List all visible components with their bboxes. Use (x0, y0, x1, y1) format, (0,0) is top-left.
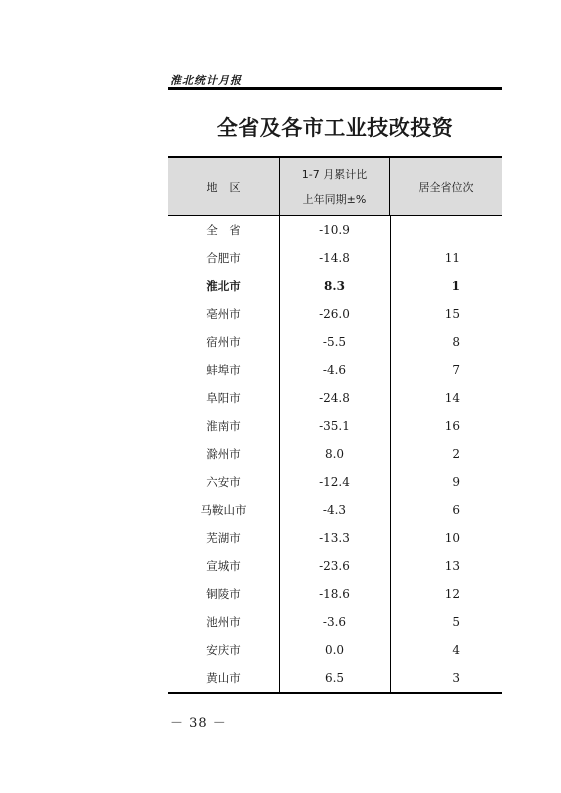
table-row (168, 524, 502, 552)
running-header-title: 淮北统计月报 (170, 74, 242, 87)
table-row (168, 412, 502, 440)
header-growth (279, 158, 390, 215)
investment-table (168, 156, 502, 694)
cell-region: 全 省 (206, 223, 241, 237)
cell-region: 池州市 (206, 615, 241, 629)
cell-region: 马鞍山市 (200, 503, 247, 517)
cell-rank: 2 (452, 447, 460, 461)
table-row (168, 468, 502, 496)
cell-region: 安庆市 (206, 643, 241, 657)
cell-growth: -10.9 (319, 223, 350, 237)
cell-growth: -26.0 (319, 307, 350, 321)
table-row (168, 552, 502, 580)
table-row (168, 664, 502, 692)
cell-growth: -3.6 (322, 615, 347, 629)
cell-growth: -18.6 (319, 587, 350, 601)
table-row (168, 384, 502, 412)
header-rank: 居全省位次 (418, 180, 474, 194)
header-rule (168, 87, 502, 90)
cell-growth: -24.8 (319, 391, 350, 405)
cell-region: 淮南市 (206, 419, 241, 433)
table-bottom-rule (168, 692, 502, 694)
cell-region: 宿州市 (206, 335, 241, 349)
table-row (168, 244, 502, 272)
cell-rank: 7 (452, 363, 460, 377)
cell-rank: 3 (452, 671, 460, 685)
cell-rank: 15 (444, 307, 460, 321)
cell-rank: 6 (452, 503, 460, 517)
header-growth-line2: 上年同期±% (302, 192, 367, 206)
page-number: － 38 － (170, 716, 227, 731)
cell-region: 阜阳市 (206, 391, 241, 405)
header-region: 地区 (206, 180, 253, 194)
cell-region: 蚌埠市 (206, 363, 241, 377)
table-row (168, 300, 502, 328)
cell-growth: -4.3 (322, 503, 347, 517)
table-row (168, 272, 502, 300)
cell-region: 铜陵市 (206, 587, 241, 601)
cell-rank: 14 (444, 391, 460, 405)
cell-growth: 8.0 (324, 447, 345, 461)
cell-growth: 6.5 (324, 671, 345, 685)
cell-rank: 12 (444, 587, 460, 601)
cell-rank: 5 (452, 615, 460, 629)
page-title: 全省及各市工业技改投资 (216, 116, 454, 140)
table-row (168, 636, 502, 664)
cell-region: 滁州市 (206, 447, 241, 461)
table-row (168, 356, 502, 384)
cell-region: 芜湖市 (206, 531, 241, 545)
cell-region: 宣城市 (206, 559, 241, 573)
header-growth-line1: 1-7 月累计比 (301, 167, 368, 181)
cell-rank: 13 (444, 559, 460, 573)
cell-region: 合肥市 (206, 251, 241, 265)
cell-growth: 0.0 (324, 643, 345, 657)
cell-growth: -13.3 (319, 531, 350, 545)
cell-growth: 8.3 (324, 279, 345, 293)
table-row (168, 608, 502, 636)
cell-region: 黄山市 (206, 671, 241, 685)
cell-growth: -4.6 (322, 363, 347, 377)
cell-region: 六安市 (206, 475, 241, 489)
cell-region: 亳州市 (206, 307, 241, 321)
cell-rank: 1 (451, 279, 460, 293)
cell-growth: -35.1 (319, 419, 350, 433)
table-row (168, 580, 502, 608)
cell-rank: 8 (452, 335, 460, 349)
cell-rank: 9 (452, 475, 460, 489)
table-row (168, 496, 502, 524)
table-row (168, 440, 502, 468)
table-row (168, 328, 502, 356)
cell-growth: -23.6 (319, 559, 350, 573)
cell-rank: 11 (444, 251, 460, 265)
cell-rank: 16 (444, 419, 460, 433)
cell-rank: 4 (452, 643, 460, 657)
cell-growth: -5.5 (322, 335, 347, 349)
table-header (168, 156, 502, 216)
table-body (168, 216, 502, 692)
table-row (168, 216, 502, 244)
cell-region: 淮北市 (206, 279, 241, 293)
cell-rank: 10 (444, 531, 460, 545)
cell-growth: -14.8 (319, 251, 350, 265)
cell-growth: -12.4 (319, 475, 350, 489)
running-header (168, 70, 502, 92)
